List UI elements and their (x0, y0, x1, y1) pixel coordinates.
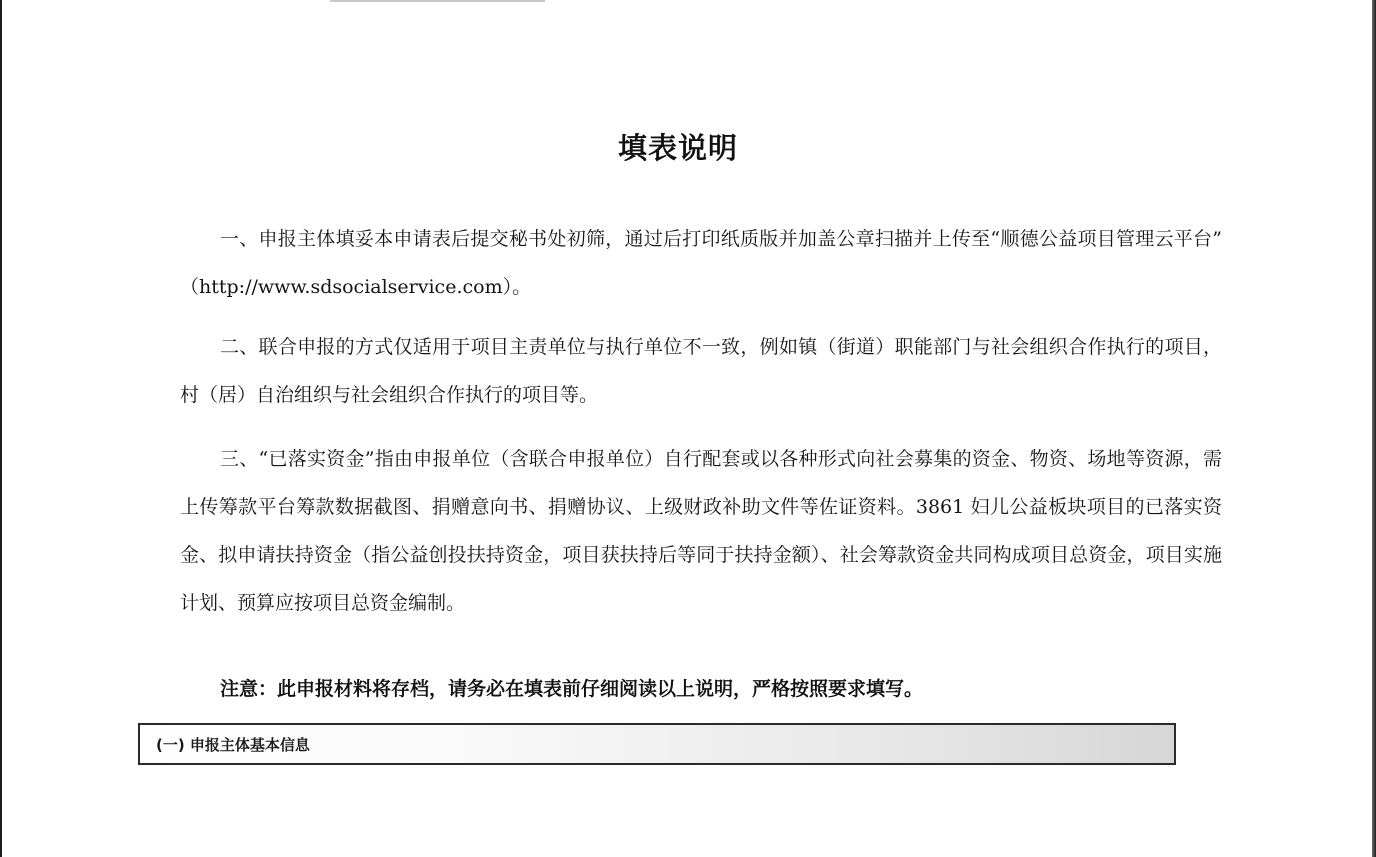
scan-right-edge (1372, 0, 1376, 857)
scan-top-artifact (330, 0, 545, 2)
instruction-paragraph-2: 二、联合申报的方式仅适用于项目主责单位与执行单位不一致，例如镇（街道）职能部门与社会组织合作执行的项目，村（居）自治组织与社会组织合作执行的项目等。 (180, 336, 1222, 406)
instruction-paragraph-1: 一、申报主体填妥本申请表后提交秘书处初筛，通过后打印纸质版并加盖公章扫描并上传至“顺德公益项目管理云平台” （http://www.sdsocialservice.com）。 (180, 228, 1222, 298)
attention-note: 注意：此申报材料将存档，请务必在填表前仔细阅读以上说明，严格按照要求填写。 (220, 678, 924, 700)
section-header-bar (138, 723, 1176, 765)
instruction-paragraph-3: 三、“已落实资金”指由申报单位（含联合申报单位）自行配套或以各种形式向社会募集的资金、物资、场地等资源，需上传筹款平台筹款数据截图、捐赠意向书、捐赠协议、上级财政补助文件等佐证资料。3861 妇儿公益板块项目的已落实资金、拟申请扶持资金（指公益创投扶持资金，项目获扶持后等同于扶持金额）、社会筹款资金共同构成项目总资金，项目实施计划、预算应按项目总资金编制。 (180, 448, 1222, 614)
section-header-label: (一) 申报主体基本信息 (156, 736, 310, 754)
document-title: 填表说明 (617, 131, 738, 165)
